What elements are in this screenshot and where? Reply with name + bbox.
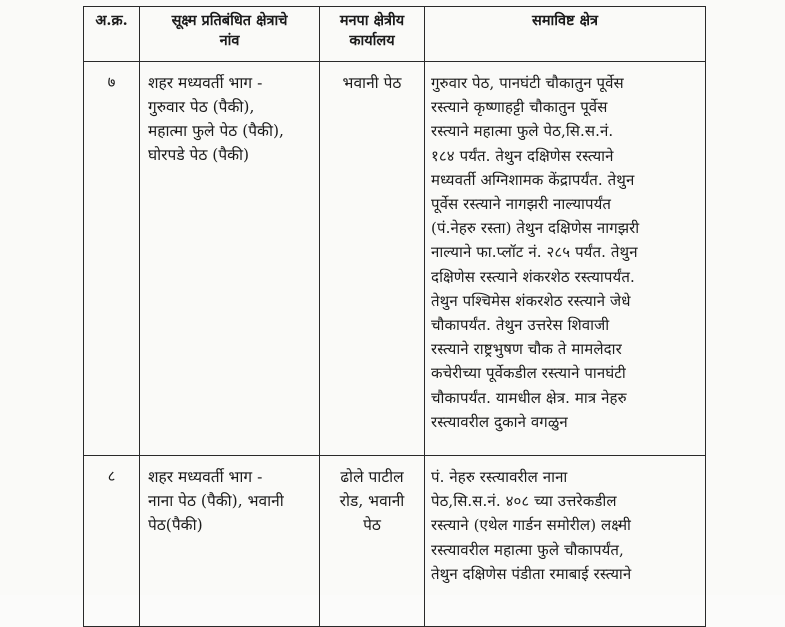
office-line: ढोले पाटील	[340, 468, 404, 486]
area-line: रस्त्यावरील दुकाने वगळुन	[431, 412, 568, 431]
serial-number: ८	[107, 467, 116, 485]
header-office	[320, 7, 425, 62]
area-line: तेथुन पश्चिमेस शंकरशेठ रस्त्याने जेधे	[431, 291, 631, 310]
area-line: (पं.नेहरु रस्ता) तेथुन दक्षिणेस नागझरी	[431, 219, 640, 238]
serial-number: ७	[107, 73, 116, 91]
area-line: पूर्वेस रस्त्याने नागझरी नाल्यापर्यंत	[431, 195, 612, 214]
zone-cell	[140, 62, 320, 456]
header-serial-text: अ.क्र.	[95, 12, 128, 29]
header-zone-line1: सूक्ष्म प्रतिबंधित क्षेत्राचे	[171, 12, 288, 29]
serial-cell	[84, 456, 140, 627]
zone-line: शहर मध्यवर्ती भाग -	[148, 468, 263, 486]
restricted-zones-table	[83, 6, 706, 627]
office-line: पेठ	[363, 516, 381, 534]
serial-cell	[84, 62, 140, 456]
area-cell	[425, 62, 706, 456]
area-line: रस्त्यावरील महात्मा फुले चौकापर्यंत,	[431, 540, 624, 559]
zone-line: घोरपडे पेठ (पैकी)	[148, 146, 250, 164]
header-included-area	[425, 7, 706, 62]
office-cell	[320, 456, 425, 627]
area-line: १८४ पर्यंत. तेथुन दक्षिणेस रस्त्याने	[431, 146, 614, 165]
area-line: तेथुन दक्षिणेस पंडीता रमाबाई रस्त्याने	[431, 564, 632, 583]
area-line: रस्त्याने महात्मा फुले पेठ,सि.स.नं.	[431, 122, 614, 141]
area-line: कचेरीच्या पूर्वेकडील रस्त्याने पानघंटी	[431, 364, 626, 383]
zone-line: नाना पेठ (पैकी), भवानी	[148, 492, 284, 510]
header-office-line2: कार्यालय	[349, 32, 395, 49]
header-serial	[84, 7, 140, 62]
zone-cell	[140, 456, 320, 627]
zone-line: पेठ(पैकी)	[148, 516, 203, 534]
header-area-text: समाविष्ट क्षेत्र	[532, 12, 598, 29]
area-line: दक्षिणेस रस्त्याने शंकरशेठ रस्त्यापर्यंत.	[431, 267, 635, 286]
area-line: पेठ,सि.स.नं. ४०८ च्या उत्तरेकडील	[431, 492, 617, 511]
area-line: गुरुवार पेठ, पानघंटी चौकातुन पूर्वेस	[431, 74, 624, 92]
office-cell	[320, 62, 425, 456]
table-row	[84, 456, 706, 627]
header-office-line1: मनपा क्षेत्रीय	[339, 12, 405, 29]
area-line: नाल्याने फा.प्लॉट नं. २८५ पर्यंत. तेथुन	[431, 243, 638, 262]
office-line: रोड, भवानी	[339, 492, 405, 510]
zone-line: महात्मा फुले पेठ (पैकी),	[148, 122, 284, 140]
table-header-row	[84, 7, 706, 62]
area-line: रस्त्याने (एथेल गार्डन समोरील) लक्ष्मी	[431, 516, 632, 535]
header-zone-line2: नांव	[219, 32, 240, 49]
zone-line: गुरुवार पेठ (पैकी),	[148, 98, 255, 116]
area-line: चौकापर्यंत. यामधील क्षेत्र. मात्र नेहरु	[431, 388, 627, 407]
area-cell	[425, 456, 706, 627]
table-row	[84, 62, 706, 456]
zone-line: शहर मध्यवर्ती भाग -	[148, 74, 263, 92]
header-zone-name	[140, 7, 320, 62]
area-line: चौकापर्यंत. तेथुन उत्तरेस शिवाजी	[431, 316, 610, 335]
area-line: पं. नेहरु रस्त्यावरील नाना	[431, 468, 568, 486]
office-line: भवानी पेठ	[342, 74, 402, 92]
area-line: रस्त्याने राष्ट्रभुषण चौक ते मामलेदार	[431, 340, 622, 359]
area-line: मध्यवर्ती अग्निशामक केंद्रापर्यंत. तेथुन	[431, 170, 635, 189]
area-line: रस्त्याने कृष्णाहट्टी चौकातुन पूर्वेस	[431, 98, 608, 117]
